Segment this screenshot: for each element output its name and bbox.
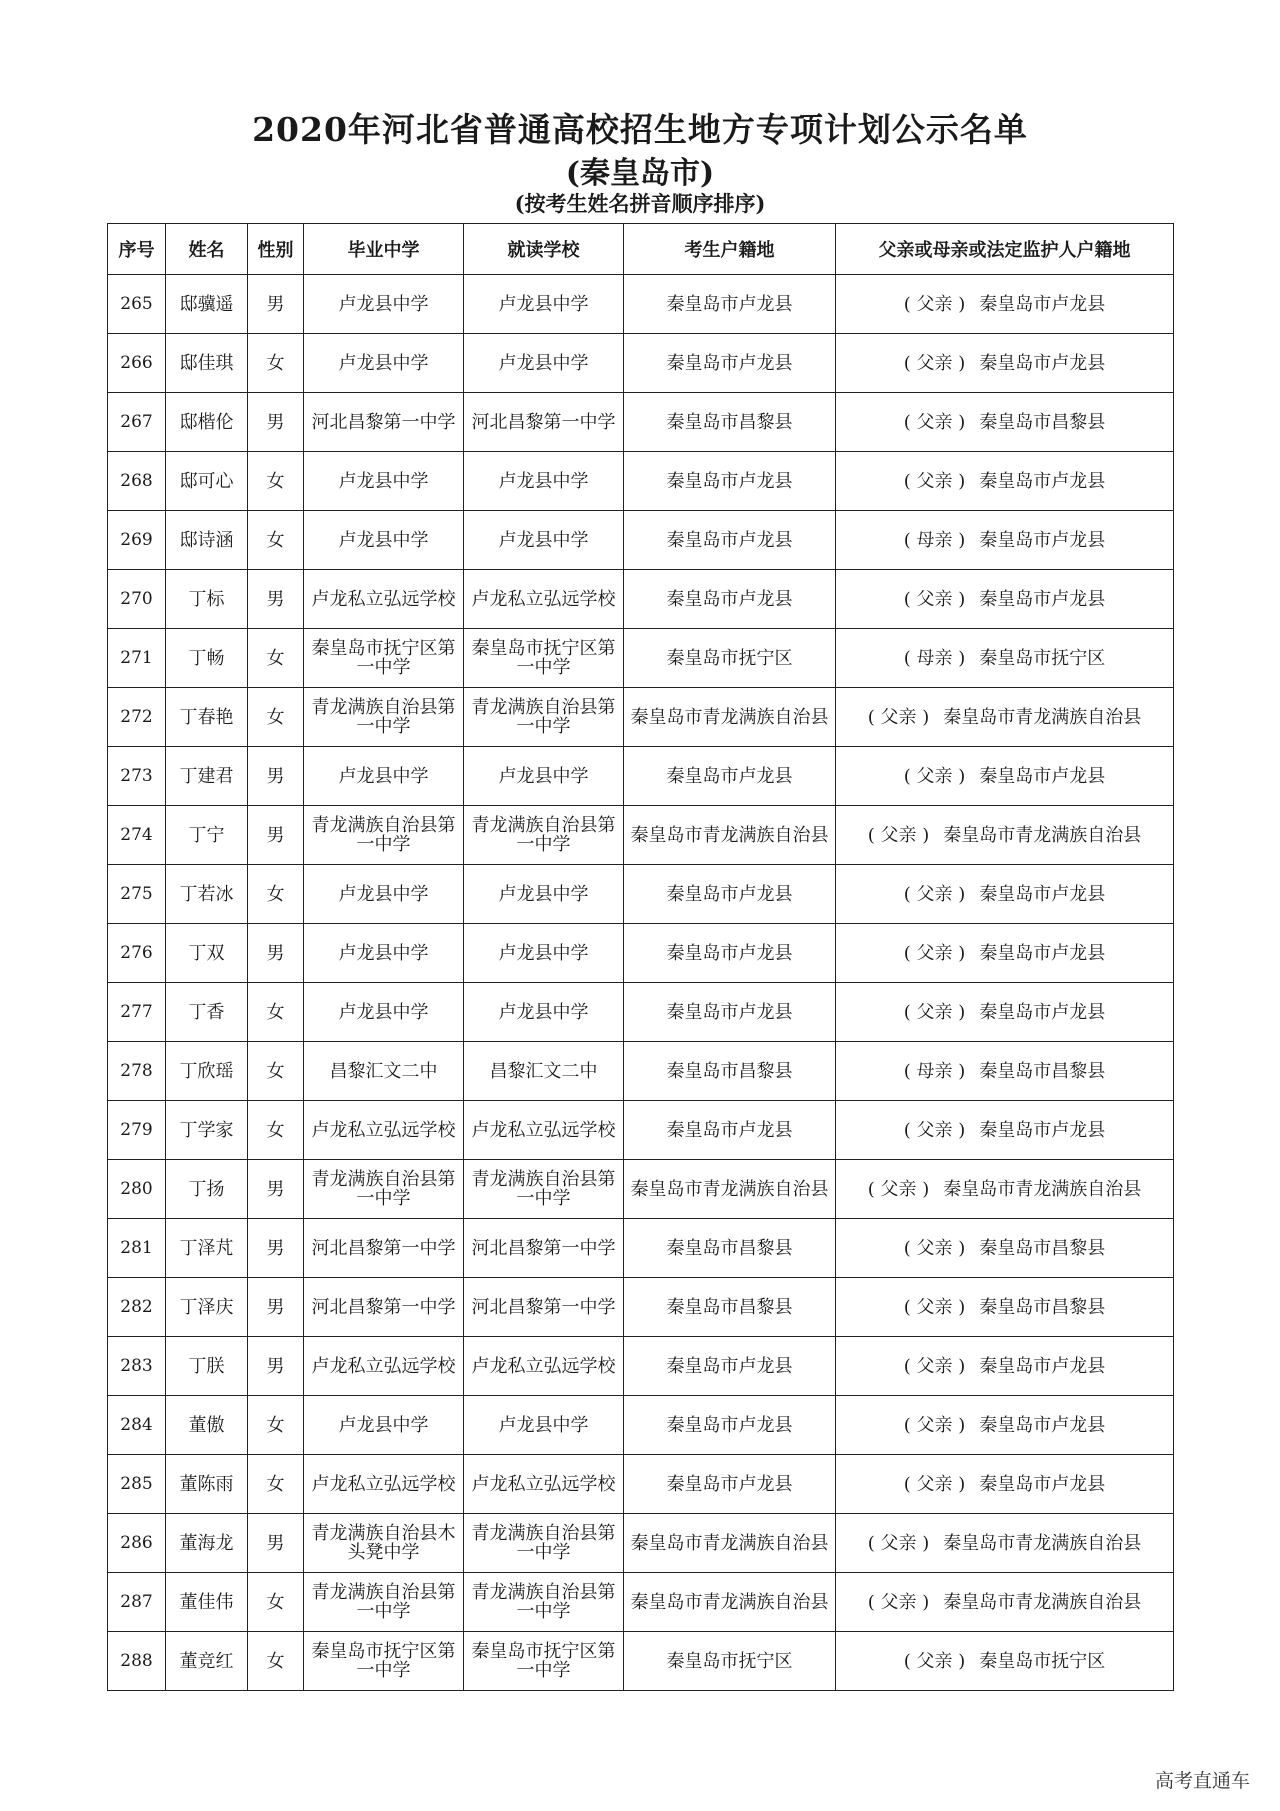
header-current-school: 就读学校 (464, 224, 624, 275)
cell-graduation-school: 青龙满族自治县木头凳中学 (304, 1514, 464, 1573)
table-row (108, 1278, 1174, 1337)
cell-household-registration: 秦皇岛市抚宁区 (624, 1632, 836, 1691)
cell-household-registration: 秦皇岛市卢龙县 (624, 1455, 836, 1514)
cell-household-registration: 秦皇岛市卢龙县 (624, 924, 836, 983)
guardian-relation: ( 父亲 ) (867, 1532, 930, 1554)
cell-name: 丁香 (166, 983, 248, 1042)
cell-guardian-registration (836, 983, 1174, 1042)
cell-graduation-school: 河北昌黎第一中学 (304, 393, 464, 452)
guardian-place: 秦皇岛市卢龙县 (979, 1119, 1106, 1141)
cell-name: 董陈雨 (166, 1455, 248, 1514)
guardian-relation: ( 父亲 ) (903, 1119, 966, 1141)
cell-guardian-registration (836, 334, 1174, 393)
guardian-relation: ( 母亲 ) (903, 1060, 966, 1082)
guardian-relation: ( 父亲 ) (867, 1178, 930, 1200)
cell-gender: 男 (248, 1278, 304, 1337)
table-row (108, 393, 1174, 452)
guardian-place: 秦皇岛市青龙满族自治县 (943, 706, 1142, 728)
cell-seq: 271 (108, 629, 166, 688)
cell-current-school: 秦皇岛市抚宁区第一中学 (464, 1632, 624, 1691)
cell-guardian-registration (836, 747, 1174, 806)
table-row (108, 334, 1174, 393)
cell-seq: 267 (108, 393, 166, 452)
page-title: 2020年河北省普通高校招生地方专项计划公示名单 (252, 110, 1028, 149)
guardian-relation: ( 父亲 ) (903, 942, 966, 964)
cell-guardian-registration (836, 1337, 1174, 1396)
header-gender: 性别 (248, 224, 304, 275)
table-row (108, 570, 1174, 629)
guardian-relation: ( 母亲 ) (903, 647, 966, 669)
cell-gender: 女 (248, 1101, 304, 1160)
cell-seq: 277 (108, 983, 166, 1042)
cell-current-school: 青龙满族自治县第一中学 (464, 1573, 624, 1632)
cell-gender: 男 (248, 1337, 304, 1396)
header-graduation-school: 毕业中学 (304, 224, 464, 275)
table-row (108, 511, 1174, 570)
guardian-relation: ( 父亲 ) (903, 293, 966, 315)
table-header-row (108, 224, 1174, 275)
cell-gender: 女 (248, 983, 304, 1042)
table-row (108, 1042, 1174, 1101)
cell-gender: 女 (248, 1042, 304, 1101)
cell-graduation-school: 秦皇岛市抚宁区第一中学 (304, 629, 464, 688)
cell-household-registration: 秦皇岛市青龙满族自治县 (624, 806, 836, 865)
cell-current-school: 卢龙县中学 (464, 924, 624, 983)
cell-household-registration: 秦皇岛市卢龙县 (624, 1337, 836, 1396)
header-name: 姓名 (166, 224, 248, 275)
cell-seq: 265 (108, 275, 166, 334)
cell-graduation-school: 卢龙私立弘远学校 (304, 570, 464, 629)
cell-current-school: 青龙满族自治县第一中学 (464, 806, 624, 865)
cell-name: 丁泽芃 (166, 1219, 248, 1278)
cell-name: 邸可心 (166, 452, 248, 511)
cell-gender: 男 (248, 570, 304, 629)
cell-current-school: 河北昌黎第一中学 (464, 1219, 624, 1278)
guardian-place: 秦皇岛市卢龙县 (979, 1414, 1106, 1436)
cell-graduation-school: 河北昌黎第一中学 (304, 1278, 464, 1337)
table-row (108, 1160, 1174, 1219)
cell-seq: 281 (108, 1219, 166, 1278)
cell-current-school: 卢龙县中学 (464, 452, 624, 511)
cell-gender: 女 (248, 629, 304, 688)
guardian-place: 秦皇岛市卢龙县 (979, 1355, 1106, 1377)
guardian-relation: ( 父亲 ) (867, 1591, 930, 1613)
cell-graduation-school: 昌黎汇文二中 (304, 1042, 464, 1101)
table-row (108, 275, 1174, 334)
guardian-relation: ( 父亲 ) (903, 1650, 966, 1672)
cell-household-registration: 秦皇岛市昌黎县 (624, 1278, 836, 1337)
cell-guardian-registration (836, 1632, 1174, 1691)
cell-gender: 男 (248, 275, 304, 334)
guardian-relation: ( 父亲 ) (867, 824, 930, 846)
guardian-place: 秦皇岛市青龙满族自治县 (943, 824, 1142, 846)
guardian-place: 秦皇岛市青龙满族自治县 (943, 1178, 1142, 1200)
cell-name: 丁标 (166, 570, 248, 629)
cell-graduation-school: 卢龙私立弘远学校 (304, 1337, 464, 1396)
table-row (108, 1455, 1174, 1514)
table-row (108, 1396, 1174, 1455)
cell-graduation-school: 卢龙私立弘远学校 (304, 1455, 464, 1514)
cell-name: 邸佳琪 (166, 334, 248, 393)
guardian-place: 秦皇岛市卢龙县 (979, 588, 1106, 610)
cell-name: 丁若冰 (166, 865, 248, 924)
cell-seq: 266 (108, 334, 166, 393)
guardian-relation: ( 父亲 ) (903, 1355, 966, 1377)
cell-household-registration: 秦皇岛市青龙满族自治县 (624, 688, 836, 747)
cell-graduation-school: 卢龙县中学 (304, 983, 464, 1042)
cell-household-registration: 秦皇岛市昌黎县 (624, 393, 836, 452)
cell-guardian-registration (836, 1514, 1174, 1573)
cell-graduation-school: 青龙满族自治县第一中学 (304, 1573, 464, 1632)
cell-gender: 男 (248, 1160, 304, 1219)
cell-household-registration: 秦皇岛市昌黎县 (624, 1219, 836, 1278)
table-row (108, 865, 1174, 924)
cell-name: 邸骥遥 (166, 275, 248, 334)
cell-gender: 男 (248, 806, 304, 865)
cell-name: 丁宁 (166, 806, 248, 865)
cell-current-school: 卢龙县中学 (464, 275, 624, 334)
cell-seq: 286 (108, 1514, 166, 1573)
guardian-relation: ( 父亲 ) (903, 1001, 966, 1023)
watermark-text: 高考直通车 (1154, 1770, 1250, 1792)
guardian-relation: ( 父亲 ) (903, 411, 966, 433)
cell-household-registration: 秦皇岛市卢龙县 (624, 1396, 836, 1455)
cell-current-school: 河北昌黎第一中学 (464, 1278, 624, 1337)
cell-household-registration: 秦皇岛市青龙满族自治县 (624, 1160, 836, 1219)
cell-guardian-registration (836, 1042, 1174, 1101)
cell-seq: 288 (108, 1632, 166, 1691)
table-row (108, 924, 1174, 983)
cell-name: 邸诗涵 (166, 511, 248, 570)
cell-guardian-registration (836, 1101, 1174, 1160)
guardian-relation: ( 父亲 ) (903, 883, 966, 905)
guardian-relation: ( 父亲 ) (903, 588, 966, 610)
cell-name: 董傲 (166, 1396, 248, 1455)
cell-current-school: 卢龙私立弘远学校 (464, 1101, 624, 1160)
cell-guardian-registration (836, 1455, 1174, 1514)
cell-current-school: 卢龙县中学 (464, 334, 624, 393)
cell-household-registration: 秦皇岛市卢龙县 (624, 511, 836, 570)
cell-seq: 283 (108, 1337, 166, 1396)
cell-household-registration: 秦皇岛市抚宁区 (624, 629, 836, 688)
cell-name: 丁泽庆 (166, 1278, 248, 1337)
cell-gender: 男 (248, 1514, 304, 1573)
applicant-table (107, 223, 1174, 1691)
cell-name: 丁畅 (166, 629, 248, 688)
cell-current-school: 青龙满族自治县第一中学 (464, 688, 624, 747)
guardian-place: 秦皇岛市卢龙县 (979, 529, 1106, 551)
cell-name: 丁欣瑶 (166, 1042, 248, 1101)
cell-current-school: 卢龙县中学 (464, 511, 624, 570)
cell-name: 丁扬 (166, 1160, 248, 1219)
cell-household-registration: 秦皇岛市卢龙县 (624, 275, 836, 334)
guardian-relation: ( 父亲 ) (903, 352, 966, 374)
cell-name: 邸楷伦 (166, 393, 248, 452)
cell-household-registration: 秦皇岛市卢龙县 (624, 1101, 836, 1160)
cell-gender: 女 (248, 688, 304, 747)
cell-current-school: 卢龙县中学 (464, 983, 624, 1042)
guardian-relation: ( 母亲 ) (903, 529, 966, 551)
cell-seq: 278 (108, 1042, 166, 1101)
cell-graduation-school: 卢龙县中学 (304, 452, 464, 511)
region-subtitle: (秦皇岛市) (565, 156, 715, 191)
cell-name: 丁朕 (166, 1337, 248, 1396)
cell-household-registration: 秦皇岛市青龙满族自治县 (624, 1514, 836, 1573)
cell-graduation-school: 青龙满族自治县第一中学 (304, 688, 464, 747)
guardian-place: 秦皇岛市昌黎县 (979, 411, 1106, 433)
cell-gender: 女 (248, 1632, 304, 1691)
cell-name: 董海龙 (166, 1514, 248, 1573)
cell-seq: 269 (108, 511, 166, 570)
cell-gender: 女 (248, 1573, 304, 1632)
table-row (108, 1573, 1174, 1632)
cell-seq: 270 (108, 570, 166, 629)
cell-graduation-school: 卢龙县中学 (304, 511, 464, 570)
cell-gender: 女 (248, 1396, 304, 1455)
guardian-place: 秦皇岛市卢龙县 (979, 470, 1106, 492)
cell-graduation-school: 卢龙县中学 (304, 275, 464, 334)
cell-guardian-registration (836, 688, 1174, 747)
cell-guardian-registration (836, 924, 1174, 983)
table-row (108, 1632, 1174, 1691)
cell-name: 丁双 (166, 924, 248, 983)
cell-name: 丁春艳 (166, 688, 248, 747)
cell-name: 董竞红 (166, 1632, 248, 1691)
cell-gender: 女 (248, 334, 304, 393)
cell-graduation-school: 卢龙县中学 (304, 924, 464, 983)
cell-guardian-registration (836, 865, 1174, 924)
cell-seq: 279 (108, 1101, 166, 1160)
cell-seq: 285 (108, 1455, 166, 1514)
guardian-place: 秦皇岛市卢龙县 (979, 352, 1106, 374)
cell-seq: 280 (108, 1160, 166, 1219)
cell-gender: 男 (248, 1219, 304, 1278)
cell-guardian-registration (836, 511, 1174, 570)
cell-household-registration: 秦皇岛市卢龙县 (624, 747, 836, 806)
cell-graduation-school: 青龙满族自治县第一中学 (304, 1160, 464, 1219)
cell-name: 丁建君 (166, 747, 248, 806)
guardian-place: 秦皇岛市昌黎县 (979, 1296, 1106, 1318)
cell-seq: 273 (108, 747, 166, 806)
table-row (108, 1337, 1174, 1396)
cell-guardian-registration (836, 452, 1174, 511)
cell-household-registration: 秦皇岛市昌黎县 (624, 1042, 836, 1101)
cell-seq: 287 (108, 1573, 166, 1632)
guardian-place: 秦皇岛市抚宁区 (979, 1650, 1106, 1672)
guardian-relation: ( 父亲 ) (903, 1237, 966, 1259)
cell-current-school: 昌黎汇文二中 (464, 1042, 624, 1101)
cell-guardian-registration (836, 806, 1174, 865)
cell-household-registration: 秦皇岛市卢龙县 (624, 334, 836, 393)
cell-name: 丁学家 (166, 1101, 248, 1160)
guardian-place: 秦皇岛市卢龙县 (979, 942, 1106, 964)
table-row (108, 747, 1174, 806)
cell-graduation-school: 卢龙县中学 (304, 865, 464, 924)
cell-gender: 女 (248, 865, 304, 924)
guardian-relation: ( 父亲 ) (903, 765, 966, 787)
header-seq: 序号 (108, 224, 166, 275)
cell-gender: 女 (248, 511, 304, 570)
header-household-registration: 考生户籍地 (624, 224, 836, 275)
cell-current-school: 河北昌黎第一中学 (464, 393, 624, 452)
cell-current-school: 卢龙县中学 (464, 1396, 624, 1455)
cell-household-registration: 秦皇岛市卢龙县 (624, 983, 836, 1042)
guardian-relation: ( 父亲 ) (867, 706, 930, 728)
cell-graduation-school: 卢龙私立弘远学校 (304, 1101, 464, 1160)
guardian-relation: ( 父亲 ) (903, 1296, 966, 1318)
cell-current-school: 青龙满族自治县第一中学 (464, 1160, 624, 1219)
cell-gender: 男 (248, 747, 304, 806)
cell-current-school: 秦皇岛市抚宁区第一中学 (464, 629, 624, 688)
table-row (108, 452, 1174, 511)
cell-graduation-school: 卢龙县中学 (304, 334, 464, 393)
guardian-place: 秦皇岛市昌黎县 (979, 1060, 1106, 1082)
guardian-relation: ( 父亲 ) (903, 1473, 966, 1495)
guardian-place: 秦皇岛市卢龙县 (979, 293, 1106, 315)
cell-current-school: 卢龙私立弘远学校 (464, 1337, 624, 1396)
cell-gender: 男 (248, 924, 304, 983)
cell-seq: 274 (108, 806, 166, 865)
cell-guardian-registration (836, 1573, 1174, 1632)
guardian-relation: ( 父亲 ) (903, 1414, 966, 1436)
cell-seq: 282 (108, 1278, 166, 1337)
guardian-place: 秦皇岛市抚宁区 (979, 647, 1106, 669)
cell-guardian-registration (836, 1278, 1174, 1337)
cell-seq: 275 (108, 865, 166, 924)
guardian-place: 秦皇岛市卢龙县 (979, 1473, 1106, 1495)
table-row (108, 1514, 1174, 1573)
cell-graduation-school: 河北昌黎第一中学 (304, 1219, 464, 1278)
table-row (108, 1219, 1174, 1278)
cell-household-registration: 秦皇岛市卢龙县 (624, 865, 836, 924)
cell-current-school: 卢龙县中学 (464, 747, 624, 806)
cell-household-registration: 秦皇岛市卢龙县 (624, 570, 836, 629)
cell-guardian-registration (836, 393, 1174, 452)
table-row (108, 688, 1174, 747)
table-row (108, 629, 1174, 688)
cell-household-registration: 秦皇岛市卢龙县 (624, 452, 836, 511)
guardian-place: 秦皇岛市卢龙县 (979, 765, 1106, 787)
guardian-place: 秦皇岛市青龙满族自治县 (943, 1532, 1142, 1554)
sort-note: (按考生姓名拼音顺序排序) (514, 191, 766, 216)
guardian-relation: ( 父亲 ) (903, 470, 966, 492)
table-row (108, 806, 1174, 865)
cell-guardian-registration (836, 629, 1174, 688)
cell-name: 董佳伟 (166, 1573, 248, 1632)
guardian-place: 秦皇岛市昌黎县 (979, 1237, 1106, 1259)
guardian-place: 秦皇岛市青龙满族自治县 (943, 1591, 1142, 1613)
cell-gender: 男 (248, 393, 304, 452)
cell-seq: 272 (108, 688, 166, 747)
cell-guardian-registration (836, 1160, 1174, 1219)
cell-current-school: 卢龙私立弘远学校 (464, 1455, 624, 1514)
cell-graduation-school: 卢龙县中学 (304, 747, 464, 806)
cell-current-school: 青龙满族自治县第一中学 (464, 1514, 624, 1573)
cell-gender: 女 (248, 1455, 304, 1514)
cell-seq: 268 (108, 452, 166, 511)
cell-guardian-registration (836, 275, 1174, 334)
cell-graduation-school: 秦皇岛市抚宁区第一中学 (304, 1632, 464, 1691)
guardian-place: 秦皇岛市卢龙县 (979, 1001, 1106, 1023)
header-guardian-registration: 父亲或母亲或法定监护人户籍地 (836, 224, 1174, 275)
cell-guardian-registration (836, 570, 1174, 629)
cell-graduation-school: 青龙满族自治县第一中学 (304, 806, 464, 865)
cell-seq: 276 (108, 924, 166, 983)
guardian-place: 秦皇岛市卢龙县 (979, 883, 1106, 905)
cell-current-school: 卢龙县中学 (464, 865, 624, 924)
table-row (108, 983, 1174, 1042)
cell-graduation-school: 卢龙县中学 (304, 1396, 464, 1455)
cell-gender: 女 (248, 452, 304, 511)
cell-household-registration: 秦皇岛市青龙满族自治县 (624, 1573, 836, 1632)
cell-seq: 284 (108, 1396, 166, 1455)
table-row (108, 1101, 1174, 1160)
cell-current-school: 卢龙私立弘远学校 (464, 570, 624, 629)
cell-guardian-registration (836, 1219, 1174, 1278)
cell-guardian-registration (836, 1396, 1174, 1455)
